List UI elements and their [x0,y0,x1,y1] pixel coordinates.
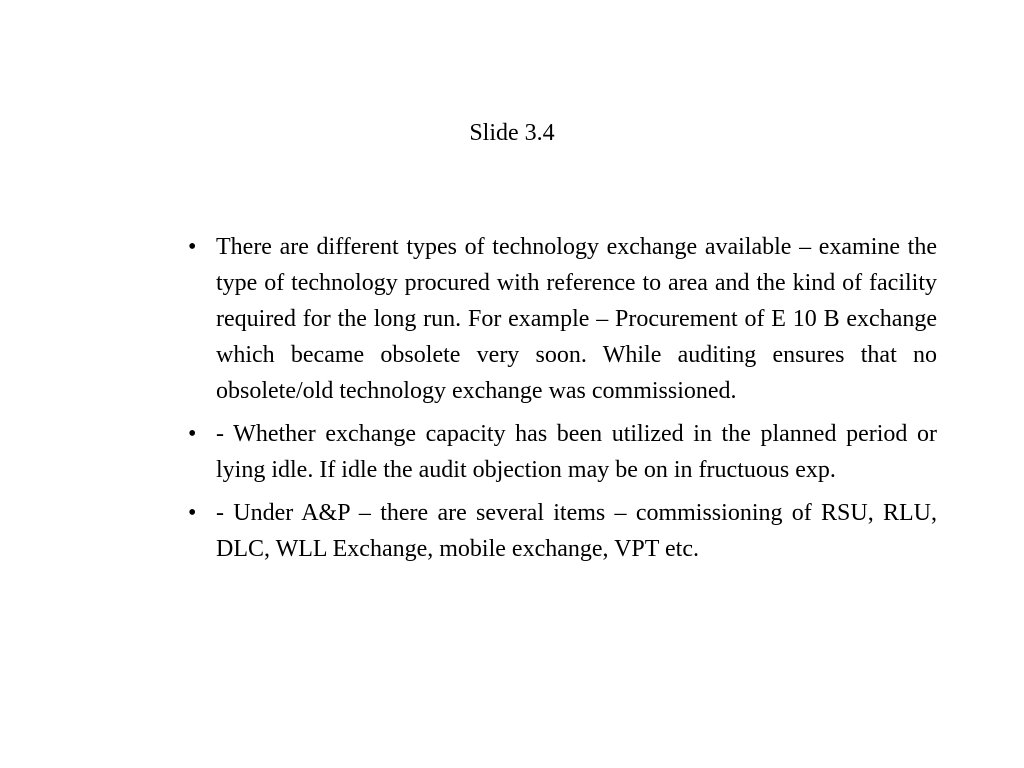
bullet-list [186,229,937,574]
slide-title: Slide 3.4 [469,120,555,146]
bullet-item-a-and-p: • - Under A&P – there are several items – commissioning of RSU, RLU, DLC, WLL Exchange, mobile exchange, VPT etc. [186,495,937,567]
bullet-item-technology-types: • There are different types of technology exchange available – examine the type of technology procured with reference to area and the kind of facility required for the long run. For example – Procurement of E 10 B exchange which became obsolete very soon. While auditing ensures that no obsolete/old technology exchange was commissioned. [186,229,937,409]
bullet-item-exchange-capacity: • - Whether exchange capacity has been utilized in the planned period or lying idle. If idle the audit objection may be on in fructuous exp. [186,416,937,488]
